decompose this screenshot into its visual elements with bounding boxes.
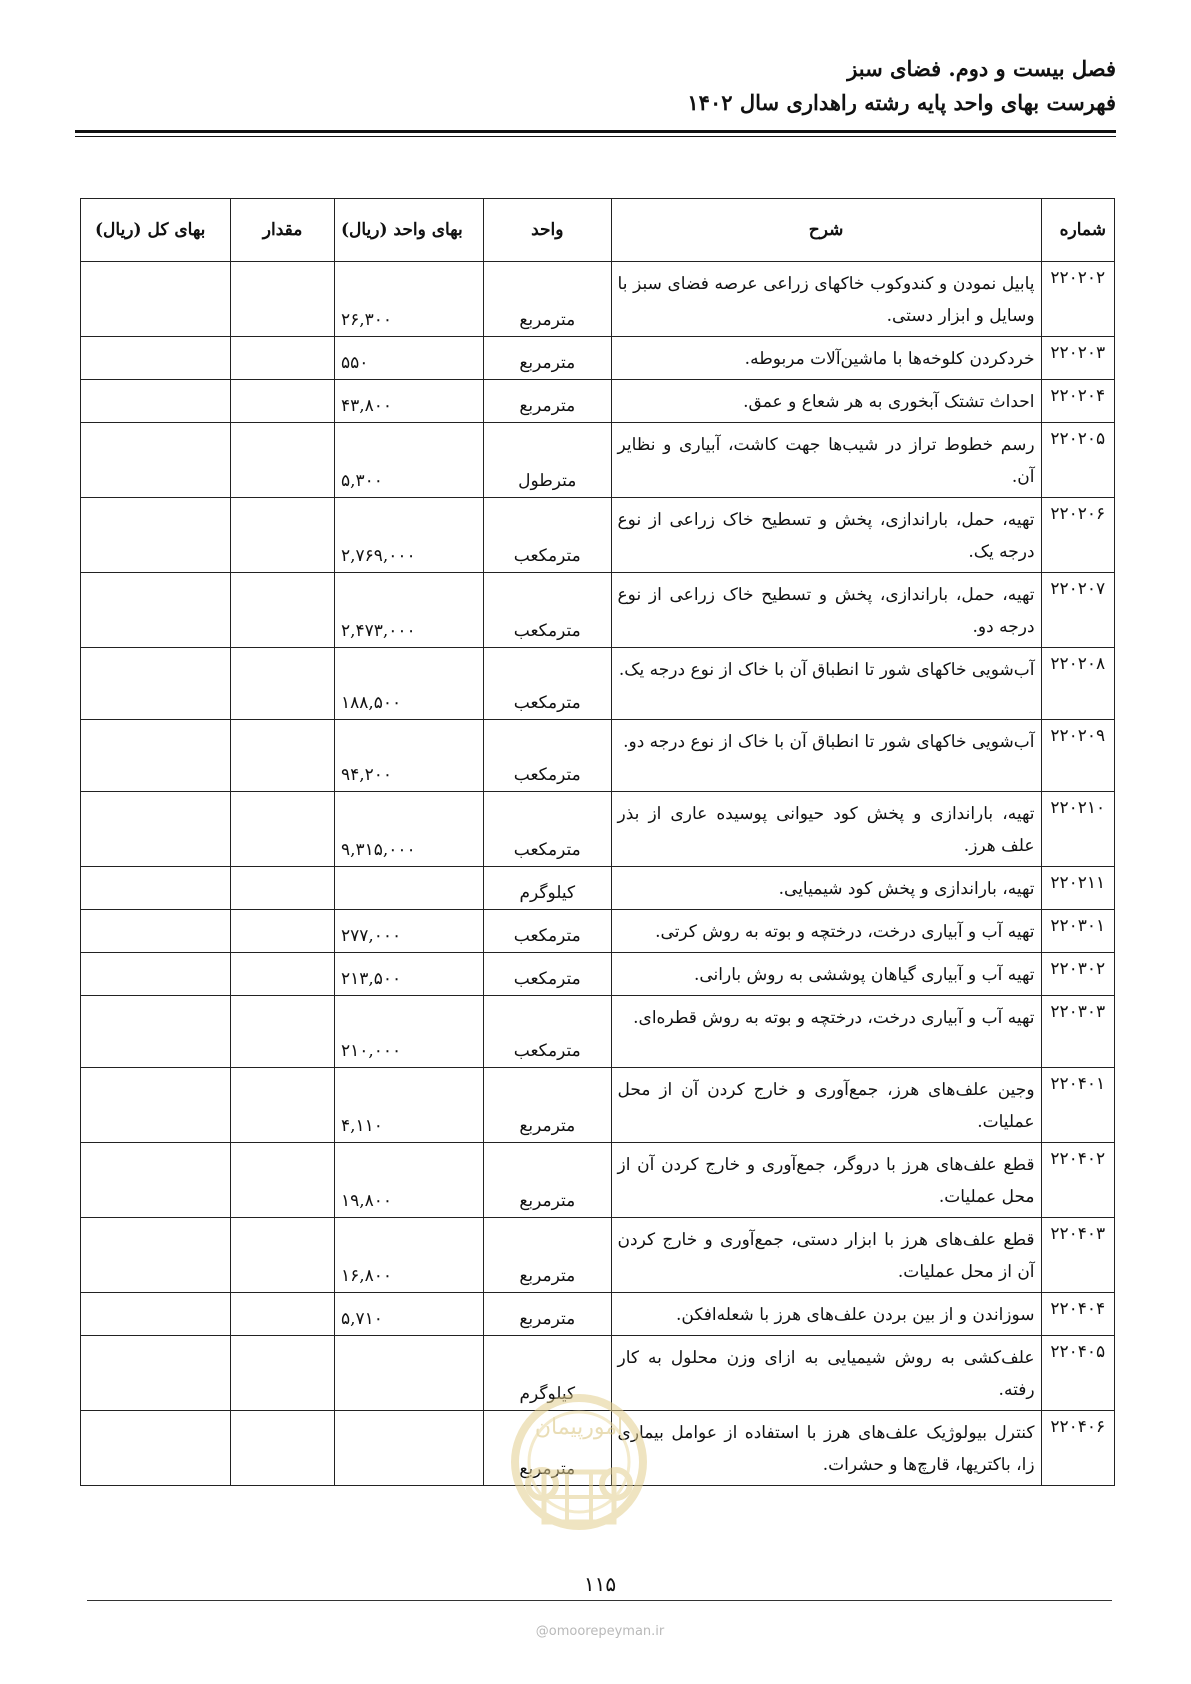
item-code: ۲۲۰۳۰۲ [1041, 953, 1114, 996]
item-description: تهیه، حمل، باراندازی، پخش و تسطیح خاک زراعی از نوع درجه یک. [611, 498, 1041, 573]
item-quantity [231, 1293, 335, 1336]
item-code: ۲۲۰۴۰۴ [1041, 1293, 1114, 1336]
item-unit: مترمربع [484, 1411, 611, 1486]
watermark-logo [504, 1382, 654, 1572]
item-unit-price: ۵,۳۰۰ [334, 423, 483, 498]
item-description: تهیه آب و آبیاری درخت، درختچه و بوته به روش قطره‌ای. [611, 996, 1041, 1068]
item-unit: مترمربع [484, 1293, 611, 1336]
item-quantity [231, 262, 335, 337]
header-code: شماره [1041, 199, 1114, 262]
item-code: ۲۲۰۴۰۶ [1041, 1411, 1114, 1486]
table-row [81, 910, 1115, 953]
item-total-price [81, 792, 231, 867]
item-total-price [81, 720, 231, 792]
item-quantity [231, 1068, 335, 1143]
item-unit: مترمربع [484, 262, 611, 337]
table-row [81, 262, 1115, 337]
item-code: ۲۲۰۲۰۸ [1041, 648, 1114, 720]
table-row [81, 1068, 1115, 1143]
item-unit-price: ۱۸۸,۵۰۰ [334, 648, 483, 720]
table-row [81, 498, 1115, 573]
footer-rule [87, 1600, 1112, 1601]
item-unit-price: ۴,۱۱۰ [334, 1068, 483, 1143]
item-unit: مترمربع [484, 1068, 611, 1143]
item-unit-price: ۴۳,۸۰۰ [334, 380, 483, 423]
item-unit-price: ۵,۷۱۰ [334, 1293, 483, 1336]
item-total-price [81, 498, 231, 573]
item-quantity [231, 573, 335, 648]
item-unit: مترمربع [484, 1143, 611, 1218]
item-unit-price: ۹۴,۲۰۰ [334, 720, 483, 792]
item-description: تهیه، باراندازی و پخش کود شیمیایی. [611, 867, 1041, 910]
page-header [76, 52, 1116, 120]
item-description: علف‌کشی به روش شیمیایی به ازای وزن محلول به کار رفته. [611, 1336, 1041, 1411]
item-total-price [81, 648, 231, 720]
item-unit: مترمکعب [484, 573, 611, 648]
item-code: ۲۲۰۲۰۵ [1041, 423, 1114, 498]
item-unit-price [334, 1336, 483, 1411]
item-code: ۲۲۰۲۰۲ [1041, 262, 1114, 337]
item-quantity [231, 648, 335, 720]
item-description: تهیه، حمل، باراندازی، پخش و تسطیح خاک زراعی از نوع درجه دو. [611, 573, 1041, 648]
table-header-row [81, 199, 1115, 262]
item-unit-price: ۲۱۳,۵۰۰ [334, 953, 483, 996]
item-total-price [81, 423, 231, 498]
item-description: کنترل بیولوژیک علف‌های هرز با استفاده از عوامل بیماری زا، باکتریها، قارچ‌ها و حشرات. [611, 1411, 1041, 1486]
item-code: ۲۲۰۲۱۱ [1041, 867, 1114, 910]
header-rule-thin [75, 136, 1116, 137]
item-total-price [81, 953, 231, 996]
item-quantity [231, 498, 335, 573]
item-quantity [231, 1336, 335, 1411]
item-quantity [231, 996, 335, 1068]
document-title: فهرست بهای واحد پایه رشته راهداری سال ۱۴۰۲ [687, 90, 1116, 115]
item-total-price [81, 380, 231, 423]
item-description: احداث تشتک آبخوری به هر شعاع و عمق. [611, 380, 1041, 423]
item-quantity [231, 867, 335, 910]
item-code: ۲۲۰۲۰۶ [1041, 498, 1114, 573]
item-description: تهیه آب و آبیاری گیاهان پوششی به روش بارانی. [611, 953, 1041, 996]
item-quantity [231, 1411, 335, 1486]
item-description: سوزاندن و از بین بردن علف‌های هرز با شعله‌افکن. [611, 1293, 1041, 1336]
item-unit-price: ۲۱۰,۰۰۰ [334, 996, 483, 1068]
item-unit-price: ۲,۴۷۳,۰۰۰ [334, 573, 483, 648]
item-unit: مترمربع [484, 1218, 611, 1293]
item-code: ۲۲۰۲۰۷ [1041, 573, 1114, 648]
item-unit-price [334, 867, 483, 910]
table-row [81, 1293, 1115, 1336]
chapter-title: فصل بیست و دوم. فضای سبز [847, 56, 1116, 81]
item-unit-price: ۵۵۰ [334, 337, 483, 380]
item-code: ۲۲۰۴۰۲ [1041, 1143, 1114, 1218]
item-code: ۲۲۰۲۰۹ [1041, 720, 1114, 792]
item-description: رسم خطوط تراز در شیب‌ها جهت کاشت، آبیاری و نظایر آن. [611, 423, 1041, 498]
item-quantity [231, 792, 335, 867]
item-unit: مترمکعب [484, 953, 611, 996]
table-row [81, 1218, 1115, 1293]
table-row [81, 720, 1115, 792]
item-unit: کیلوگرم [484, 1336, 611, 1411]
header-description: شرح [611, 199, 1041, 262]
item-unit: مترمکعب [484, 648, 611, 720]
watermark-text: امورپیمان [534, 1415, 624, 1440]
item-quantity [231, 1143, 335, 1218]
item-quantity [231, 380, 335, 423]
item-unit: مترمکعب [484, 720, 611, 792]
item-description: تهیه آب و آبیاری درخت، درختچه و بوته به روش کرتی. [611, 910, 1041, 953]
item-code: ۲۲۰۴۰۳ [1041, 1218, 1114, 1293]
item-quantity [231, 910, 335, 953]
item-unit-price: ۲,۷۶۹,۰۰۰ [334, 498, 483, 573]
item-unit: مترمکعب [484, 792, 611, 867]
item-unit-price: ۱۹,۸۰۰ [334, 1143, 483, 1218]
item-unit: مترطول [484, 423, 611, 498]
table-row [81, 573, 1115, 648]
table-row [81, 953, 1115, 996]
item-quantity [231, 953, 335, 996]
item-total-price [81, 1336, 231, 1411]
header-unit-price: بهای واحد (ریال) [334, 199, 483, 262]
item-unit-price: ۲۶,۳۰۰ [334, 262, 483, 337]
item-quantity [231, 720, 335, 792]
item-code: ۲۲۰۴۰۵ [1041, 1336, 1114, 1411]
item-unit: کیلوگرم [484, 867, 611, 910]
item-unit: مترمکعب [484, 498, 611, 573]
item-total-price [81, 1293, 231, 1336]
page-number: ۱۱۵ [583, 1572, 617, 1596]
header-total-price: بهای کل (ریال) [81, 199, 231, 262]
item-unit-price: ۱۶,۸۰۰ [334, 1218, 483, 1293]
item-unit: مترمکعب [484, 910, 611, 953]
item-description: قطع علف‌های هرز با دروگر، جمع‌آوری و خارج کردن آن از محل عملیات. [611, 1143, 1041, 1218]
item-unit-price: ۲۷۷,۰۰۰ [334, 910, 483, 953]
item-description: خردکردن کلوخه‌ها با ماشین‌آلات مربوطه. [611, 337, 1041, 380]
item-total-price [81, 573, 231, 648]
item-description: پابیل نمودن و کندوکوب خاکهای زراعی عرصه فضای سبز با وسایل و ابزار دستی. [611, 262, 1041, 337]
table-row [81, 648, 1115, 720]
header-unit: واحد [484, 199, 611, 262]
item-description: آب‌شویی خاکهای شور تا انطباق آن با خاک از نوع درجه یک. [611, 648, 1041, 720]
item-total-price [81, 1068, 231, 1143]
table-row [81, 380, 1115, 423]
item-unit: مترمربع [484, 380, 611, 423]
item-total-price [81, 910, 231, 953]
item-code: ۲۲۰۴۰۱ [1041, 1068, 1114, 1143]
item-code: ۲۲۰۳۰۳ [1041, 996, 1114, 1068]
item-quantity [231, 337, 335, 380]
table-row [81, 867, 1115, 910]
item-description: آب‌شویی خاکهای شور تا انطباق آن با خاک از نوع درجه دو. [611, 720, 1041, 792]
item-description: تهیه، باراندازی و پخش کود حیوانی پوسیده عاری از بذر علف هرز. [611, 792, 1041, 867]
item-total-price [81, 337, 231, 380]
table-row [81, 337, 1115, 380]
item-code: ۲۲۰۲۱۰ [1041, 792, 1114, 867]
item-code: ۲۲۰۲۰۴ [1041, 380, 1114, 423]
table-row [81, 996, 1115, 1068]
item-code: ۲۲۰۲۰۳ [1041, 337, 1114, 380]
item-unit-price [334, 1411, 483, 1486]
price-table [80, 198, 1115, 1486]
item-code: ۲۲۰۳۰۱ [1041, 910, 1114, 953]
table-row [81, 1143, 1115, 1218]
item-total-price [81, 1218, 231, 1293]
item-description: وجین علف‌های هرز، جمع‌آوری و خارج کردن آن از محل عملیات. [611, 1068, 1041, 1143]
item-total-price [81, 1143, 231, 1218]
table-row [81, 423, 1115, 498]
table-row [81, 792, 1115, 867]
item-total-price [81, 262, 231, 337]
item-total-price [81, 1411, 231, 1486]
item-description: قطع علف‌های هرز با ابزار دستی، جمع‌آوری و خارج کردن آن از محل عملیات. [611, 1218, 1041, 1293]
item-quantity [231, 1218, 335, 1293]
item-unit: مترمربع [484, 337, 611, 380]
item-unit: مترمکعب [484, 996, 611, 1068]
item-unit-price: ۹,۳۱۵,۰۰۰ [334, 792, 483, 867]
item-total-price [81, 996, 231, 1068]
header-quantity: مقدار [231, 199, 335, 262]
header-rule-thick [75, 130, 1116, 133]
item-total-price [81, 867, 231, 910]
item-quantity [231, 423, 335, 498]
website-watermark: @omoorepeyman.ir [535, 1624, 665, 1639]
